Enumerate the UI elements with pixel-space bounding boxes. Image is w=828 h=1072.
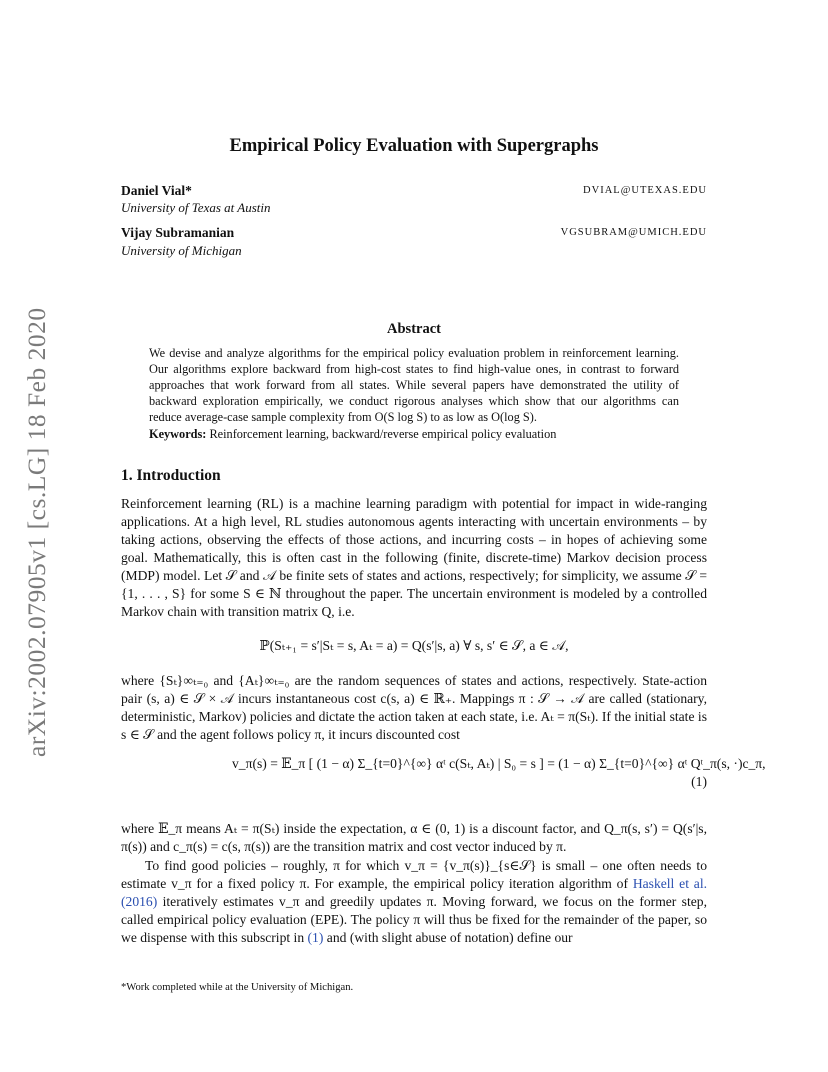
author-affiliation: University of Texas at Austin bbox=[121, 200, 271, 215]
keywords-label: Keywords: bbox=[149, 427, 207, 441]
paper-title: Empirical Policy Evaluation with Supergraphs bbox=[229, 136, 599, 156]
citation-year-link[interactable]: (2016) bbox=[121, 894, 158, 909]
intro-paragraph-2: where {Sₜ}∞ₜ₌₀ and {Aₜ}∞ₜ₌₀ are the random sequences of states and actions, respectively. State-action pair (s, a) ∈ 𝒮 × 𝒜 incurs instantaneous cost c(s, a) ∈ ℝ₊. Mappings π : 𝒮 → 𝒜 are called (stationary, deterministic, Markov) policies and dictate the action taken at each state, i.e. Aₜ = π(Sₜ). If the initial state is s ∈ 𝒮 and the agent follows policy π, it incurs discounted cost bbox=[121, 673, 707, 742]
author-name: Vijay Subramanian bbox=[121, 225, 235, 240]
citation-link[interactable]: Haskell et al. bbox=[632, 876, 707, 891]
equation-number: (1) bbox=[691, 774, 707, 789]
footnote: *Work completed while at the University of Michigan. bbox=[121, 982, 354, 993]
section-heading: 1. Introduction bbox=[121, 467, 221, 484]
paragraph-text: iteratively estimates v_π and greedily updates π. Moving forward, we focus on the former step, called empirical policy evaluation (EPE). The policy π will thus be fixed for the remainder of the paper, so we dispense with this subscript in bbox=[121, 894, 707, 945]
intro-paragraph-1: Reinforcement learning (RL) is a machine learning paradigm with potential for impact in wide-ranging applications. At a high level, RL studies autonomous agents interacting with uncertain environments – by taking actions, observing the effects of those actions, and incurring costs – in hopes of achieving some goal. Mathematically, this is often cast in the following (finite, discrete-time) Markov decision process (MDP) model. Let 𝒮 and 𝒜 be finite sets of states and actions, respectively; for simplicity, we assume 𝒮 = {1, . . . , S} for some S ∈ ℕ throughout the paper. The uncertain environment is modeled by a controlled Markov chain with transition matrix Q, i.e. bbox=[121, 496, 707, 619]
keywords bbox=[149, 427, 689, 442]
paragraph-text: To find good policies – roughly, π for which v_π = {v_π(s)}_{s∈𝒮} is small – one often needs to estimate v_π for a fixed policy π. For example, the empirical policy iteration algorithm of bbox=[121, 858, 707, 891]
paragraph-text: and (with slight abuse of notation) define our bbox=[326, 930, 573, 945]
arxiv-stamp: arXiv:2002.07905v1 [cs.LG] 18 Feb 2020 bbox=[22, 307, 51, 757]
author-email[interactable]: VGSUBRAM@UMICH.EDU bbox=[560, 227, 707, 238]
equation-ref-link[interactable]: (1) bbox=[307, 930, 324, 945]
keywords-text: Reinforcement learning, backward/reverse empirical policy evaluation bbox=[209, 427, 557, 441]
equation-value: v_π(s) = 𝔼_π [ (1 − α) Σ_{t=0}^{∞} αᵗ c(Sₜ, Aₜ) | S₀ = s ] = (1 − α) Σ_{t=0}^{∞} αᵗ Qᵗ_π(s, ·)c_π, bbox=[232, 756, 766, 771]
intro-paragraph-3: where 𝔼_π means Aₜ = π(Sₜ) inside the expectation, α ∈ (0, 1) is a discount factor, and Q_π(s, s′) = Q(s′|s, π(s)) and c_π(s) = c(s, π(s)) are the transition matrix and cost vector induced by π. bbox=[121, 821, 707, 854]
abstract-text: We devise and analyze algorithms for the empirical policy evaluation problem in reinforcement learning. Our algorithms explore backward from high-cost states to find high-value ones, in contrast to forward approaches that work forward from all states. While several papers have demonstrated the utility of backward exploration empirically, we conduct rigorous analyses which show that our algorithms can reduce average-case sample complexity from O(S log S) to as low as O(log S). bbox=[149, 346, 679, 424]
abstract-heading: Abstract bbox=[387, 321, 441, 337]
intro-paragraph-4 bbox=[121, 857, 707, 947]
author-email[interactable]: DVIAL@UTEXAS.EDU bbox=[583, 185, 707, 196]
author-affiliation: University of Michigan bbox=[121, 243, 242, 258]
equation-transition: ℙ(Sₜ₊₁ = s′|Sₜ = s, Aₜ = a) = Q(s′|s, a) ∀ s, s′ ∈ 𝒮, a ∈ 𝒜, bbox=[259, 638, 569, 653]
author-name: Daniel Vial* bbox=[121, 183, 192, 198]
